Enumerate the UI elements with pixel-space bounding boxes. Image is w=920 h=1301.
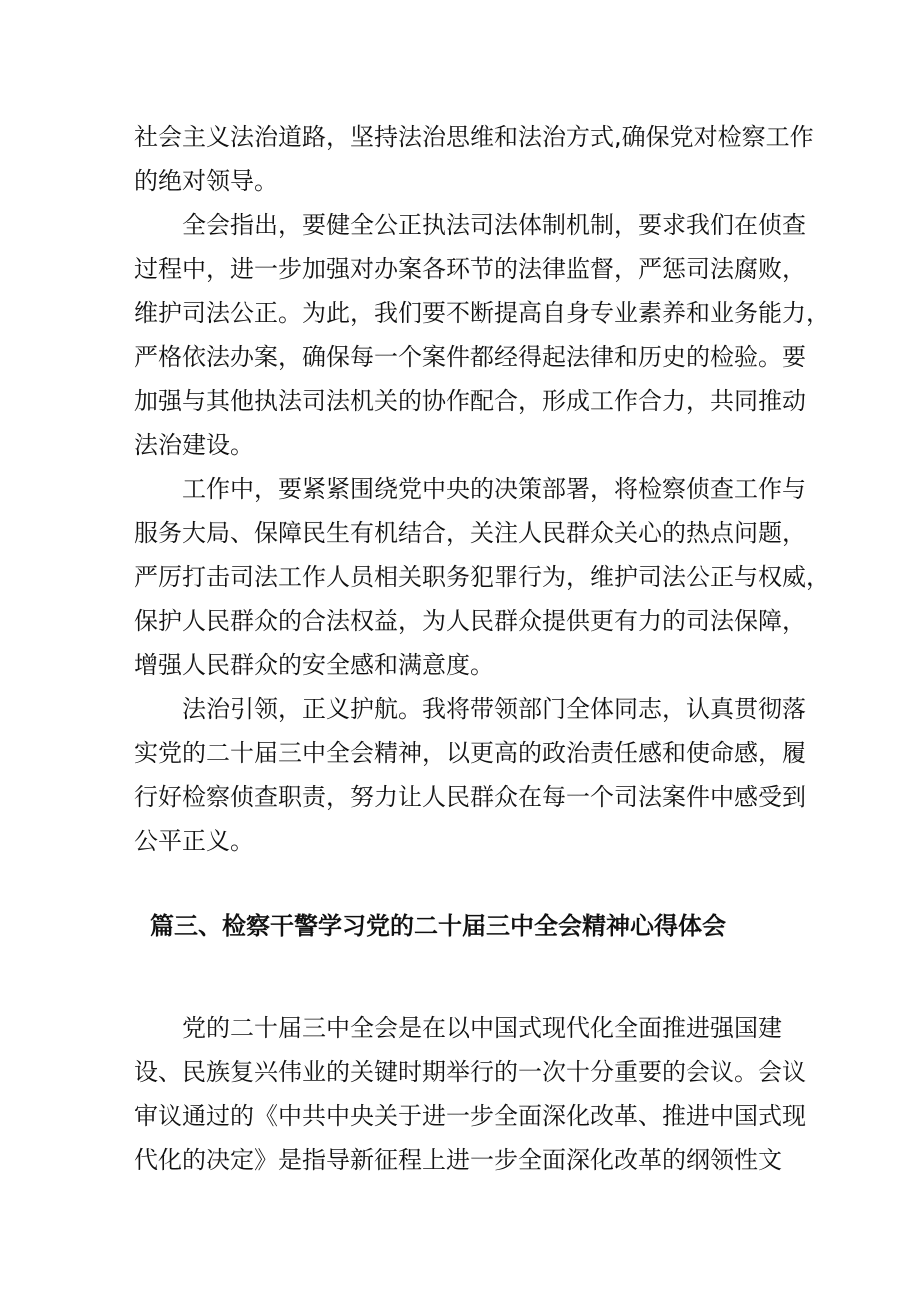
text-line: 保护人民群众的合法权益，为人民群众提供更有力的司法保障， bbox=[134, 607, 806, 635]
text-line: 严格依法办案，确保每一个案件都经得起法律和历史的检验。要 bbox=[134, 343, 806, 371]
text-line: 工作中，要紧紧围绕党中央的决策部署，将检察侦查工作与 bbox=[182, 475, 806, 503]
text-line: 加强与其他执法司法机关的协作配合，形成工作合力，共同推动 bbox=[134, 387, 806, 415]
text-line: 严厉打击司法工作人员相关职务犯罪行为，维护司法公正与权威， bbox=[134, 563, 830, 591]
text-line: 维护司法公正。为此，我们要不断提高自身专业素养和业务能力， bbox=[134, 299, 830, 327]
text-line: 公平正义。 bbox=[134, 827, 254, 855]
text-line: 增强人民群众的安全感和满意度。 bbox=[134, 651, 494, 679]
text-line: 法治引领，正义护航。我将带领部门全体同志，认真贯彻落 bbox=[182, 695, 806, 723]
text-line: 实党的二十届三中全会精神，以更高的政治责任感和使命感，履 bbox=[134, 739, 806, 767]
text-line: 设、民族复兴伟业的关键时期举行的一次十分重要的会议。会议 bbox=[134, 1058, 806, 1086]
section-heading: 篇三、检察干警学习党的二十届三中全会精神心得体会 bbox=[150, 912, 726, 940]
text-line: 过程中，进一步加强对办案各环节的法律监督，严惩司法腐败， bbox=[134, 255, 806, 283]
text-line: 的绝对领导。 bbox=[134, 167, 278, 195]
text-line: 社会主义法治道路，坚持法治思维和法治方式,确保党对检察工作 bbox=[134, 123, 814, 151]
text-line: 审议通过的《中共中央关于进一步全面深化改革、推进中国式现 bbox=[134, 1102, 806, 1130]
text-line: 全会指出，要健全公正执法司法体制机制，要求我们在侦查 bbox=[182, 211, 806, 239]
text-line: 服务大局、保障民生有机结合，关注人民群众关心的热点问题， bbox=[134, 519, 806, 547]
text-line: 法治建设。 bbox=[134, 431, 254, 459]
text-line: 代化的决定》是指导新征程上进一步全面深化改革的纲领性文 bbox=[134, 1146, 782, 1174]
text-line: 行好检察侦查职责，努力让人民群众在每一个司法案件中感受到 bbox=[134, 783, 806, 811]
text-line: 党的二十届三中全会是在以中国式现代化全面推进强国建 bbox=[182, 1014, 782, 1042]
